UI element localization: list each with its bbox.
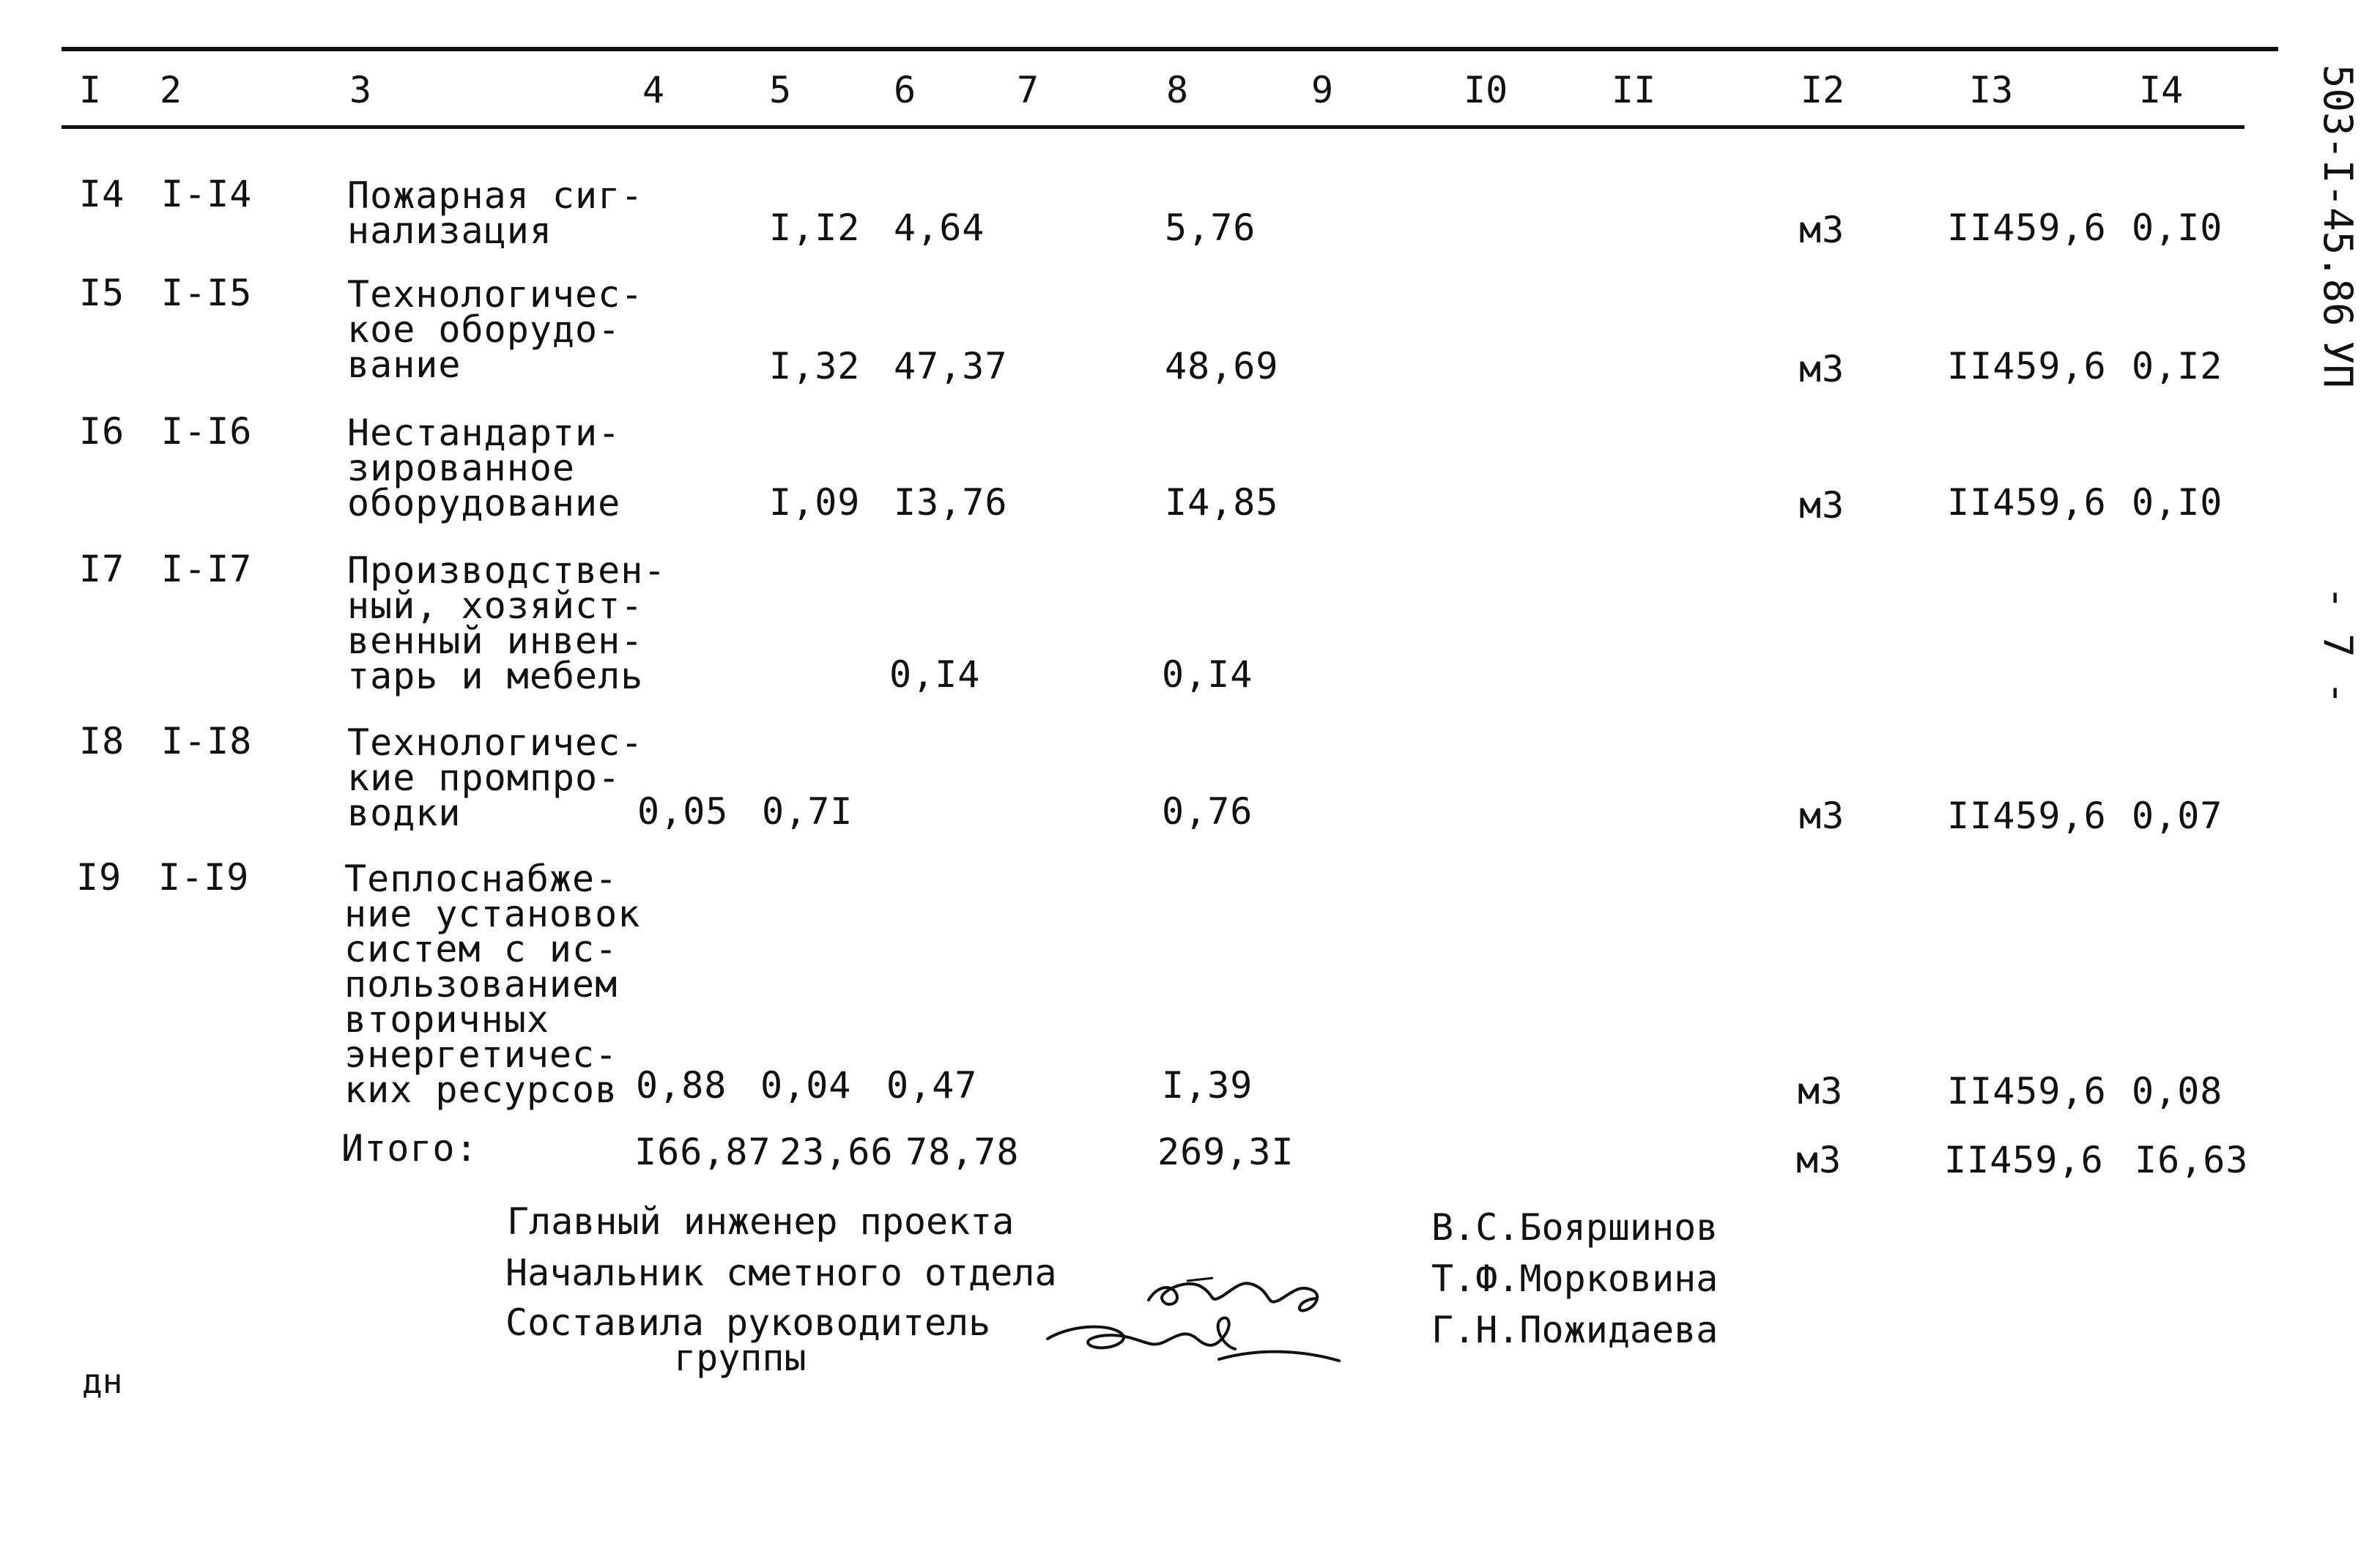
top-rule <box>62 47 2278 51</box>
page-number: - 7 - <box>2315 586 2361 705</box>
row-cell-5: 0,04 <box>760 1064 852 1107</box>
col-header-13: I3 <box>1969 69 2014 111</box>
row-cell-14: 0,I2 <box>2132 345 2223 387</box>
row-number: I4 <box>79 173 125 215</box>
col-header-12: I2 <box>1801 69 1845 111</box>
row-cell-5: I,32 <box>769 345 861 387</box>
col-header-10: I0 <box>1464 69 1508 111</box>
row-cell-8: 5,76 <box>1165 207 1256 249</box>
document-code: 503-I-45.86 <box>2315 64 2361 327</box>
col-header-8: 8 <box>1166 69 1189 111</box>
row-cell-8: 0,I4 <box>1162 653 1253 696</box>
row-cell-13: II459,6 <box>1947 795 2107 837</box>
signature-role: группы <box>674 1337 807 1379</box>
row-cell-5: I,09 <box>769 481 861 524</box>
row-number: I7 <box>79 548 125 590</box>
row-name: Технологичес- кое оборудо- вание <box>347 273 644 386</box>
row-cell-12: м3 <box>1799 484 1845 527</box>
col-header-4: 4 <box>642 69 665 111</box>
row-code: I-I4 <box>161 173 253 215</box>
row-cell-13: II459,6 <box>1947 481 2107 524</box>
signature-role: Начальник сметного отдела <box>505 1252 1057 1294</box>
row-cell-12: м3 <box>1798 1070 1844 1112</box>
row-cell-6: 0,I4 <box>889 653 981 696</box>
row-cell-5: I,I2 <box>769 207 861 249</box>
col-header-7: 7 <box>1017 69 1039 111</box>
col-header-1: I <box>79 69 102 111</box>
row-cell-13: II459,6 <box>1947 1070 2107 1112</box>
signature-name: Т.Ф.Морковина <box>1431 1257 1719 1300</box>
row-cell-14: 0,I0 <box>2132 207 2223 249</box>
album-mark: УП <box>2315 341 2361 389</box>
row-cell-8: I4,85 <box>1165 481 1279 524</box>
col-header-9: 9 <box>1311 69 1334 111</box>
row-number: I5 <box>79 272 125 314</box>
signature-name: Г.Н.Пожидаева <box>1431 1309 1719 1351</box>
row-name: Производствен- ный, хозяйст- венный инвен- тарь и мебель <box>347 549 667 697</box>
row-cell-13: II459,6 <box>1947 345 2107 387</box>
row-cell-8: 0,76 <box>1162 790 1253 833</box>
footer-mark: дн <box>82 1361 123 1401</box>
row-cell-14: 0,07 <box>2132 795 2223 837</box>
total-cell-6: 78,78 <box>905 1131 1020 1173</box>
total-cell-12: м3 <box>1796 1139 1842 1181</box>
row-code: I-I5 <box>161 272 253 314</box>
total-label: Итого: <box>341 1127 478 1170</box>
col-header-2: 2 <box>160 69 182 111</box>
row-name: Технологичес- кие промпро- водки <box>347 721 644 834</box>
header-rule <box>62 125 2244 129</box>
total-cell-4: I66,87 <box>634 1131 771 1173</box>
row-code: I-I9 <box>158 856 250 899</box>
row-code: I-I8 <box>161 720 253 762</box>
row-number: I6 <box>79 410 125 453</box>
row-cell-6: 0,47 <box>886 1064 978 1107</box>
row-cell-12: м3 <box>1799 209 1845 251</box>
row-cell-6: 4,64 <box>894 207 985 249</box>
col-header-11: II <box>1612 69 1656 111</box>
row-cell-13: II459,6 <box>1947 207 2107 249</box>
signature-role: Главный инженер проекта <box>507 1200 1015 1243</box>
signature-name: В.С.Бояршинов <box>1431 1206 1719 1249</box>
row-cell-4: 0,05 <box>637 790 729 833</box>
row-cell-6: I3,76 <box>894 481 1008 524</box>
col-header-3: 3 <box>349 69 372 111</box>
row-code: I-I6 <box>161 410 253 453</box>
row-cell-6: 47,37 <box>894 345 1008 387</box>
row-cell-8: 48,69 <box>1165 345 1279 387</box>
row-cell-12: м3 <box>1799 348 1845 390</box>
signature-role: Составила руководитель <box>505 1301 991 1344</box>
row-cell-14: 0,I0 <box>2132 481 2223 524</box>
row-number: I9 <box>76 856 122 899</box>
col-header-6: 6 <box>894 69 916 111</box>
row-cell-14: 0,08 <box>2132 1070 2223 1112</box>
row-code: I-I7 <box>161 548 253 590</box>
total-cell-5: 23,66 <box>779 1131 894 1173</box>
row-name: Теплоснабже- ние установок систем с ис- пользованием вторичных энергетичес- ких ресурсов <box>344 858 641 1111</box>
col-header-5: 5 <box>769 69 792 111</box>
total-cell-14: I6,63 <box>2135 1139 2249 1181</box>
row-cell-4: 0,88 <box>636 1064 727 1107</box>
total-cell-13: II459,6 <box>1944 1139 2104 1181</box>
row-cell-5: 0,7I <box>762 790 853 833</box>
row-name: Нестандарти- зированное оборудование <box>347 412 621 524</box>
total-cell-8: 269,3I <box>1157 1131 1294 1173</box>
col-header-14: I4 <box>2139 69 2184 111</box>
row-name: Пожарная сиг- нализация <box>347 174 644 252</box>
row-number: I8 <box>79 720 125 762</box>
handwritten-signature-2 <box>1040 1304 1348 1384</box>
row-cell-12: м3 <box>1799 795 1845 837</box>
row-cell-8: I,39 <box>1162 1064 1253 1107</box>
